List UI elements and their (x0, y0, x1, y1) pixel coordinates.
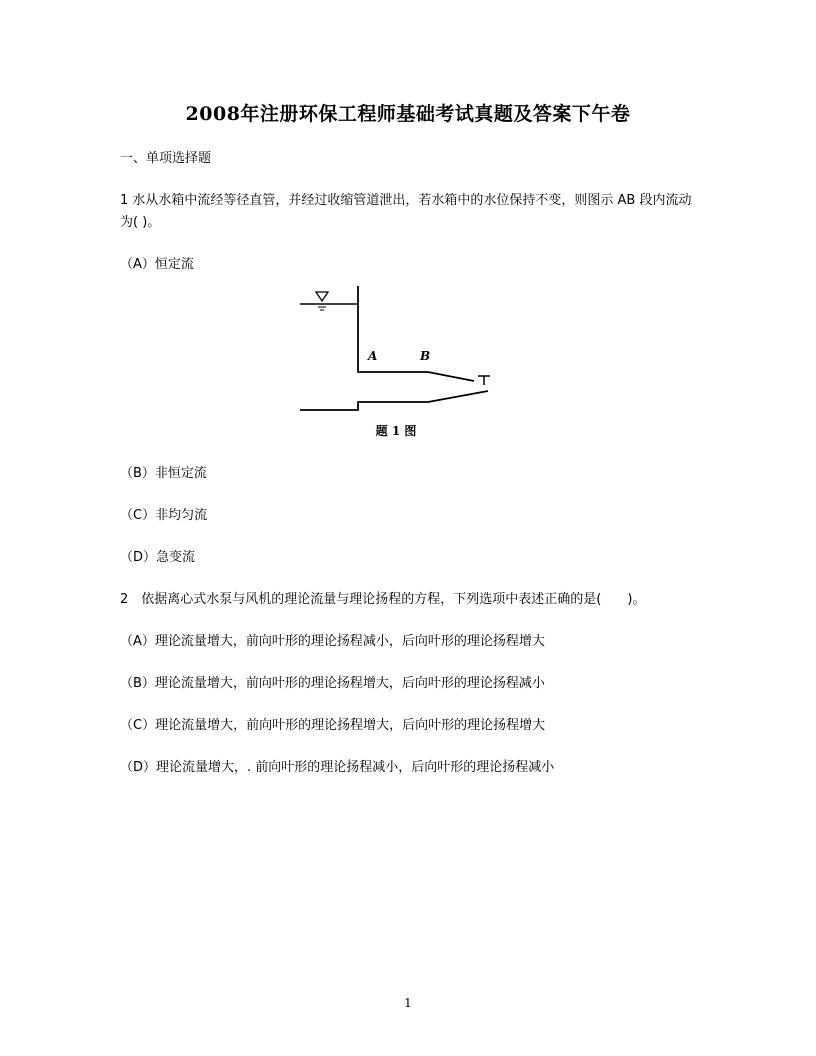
section-label-b: B (420, 349, 431, 363)
document-title: 2008年注册环保工程师基础考试真题及答案下午卷 (185, 103, 631, 125)
question-2-option-a: （A）理论流量增大，前向叶形的理论扬程减小，后向叶形的理论扬程增大 (120, 634, 545, 649)
section-heading: 一、单项选择题 (120, 151, 212, 166)
question-1-figure (296, 282, 496, 444)
pipe-upper-wall (358, 286, 474, 381)
question-1-option-d: （D）急变流 (120, 550, 196, 565)
question-1-option-a: （A）恒定流 (120, 257, 194, 272)
question-2-option-c: （C）理论流量增大，前向叶形的理论扬程增大，后向叶形的理论扬程增大 (120, 718, 546, 733)
question-1-option-b: （B）非恒定流 (120, 466, 207, 481)
section-label-a: A (368, 349, 378, 363)
question-1-option-c: （C）非均匀流 (120, 508, 208, 523)
water-level-symbol (316, 292, 328, 301)
pipe-lower-wall (300, 391, 488, 410)
tank-pipe-diagram (296, 282, 496, 422)
question-2-option-b: （B）理论流量增大，前向叶形的理论扬程增大，后向叶形的理论扬程减小 (120, 676, 545, 691)
question-2-option-d: （D）理论流量增大，. 前向叶形的理论扬程减小，后向叶形的理论扬程减小 (120, 760, 555, 775)
page-number: 1 (404, 996, 412, 1010)
figure-caption: 题 1 图 (375, 424, 417, 438)
question-1-text: 1 水从水箱中流经等径直管，并经过收缩管道泄出，若水箱中的水位保持不变，则图示 AB 段内流动为( )。 (120, 193, 692, 230)
question-2-text: 2 依据离心式水泵与风机的理论流量与理论扬程的方程，下列选项中表述正确的是( )。 (120, 592, 646, 607)
